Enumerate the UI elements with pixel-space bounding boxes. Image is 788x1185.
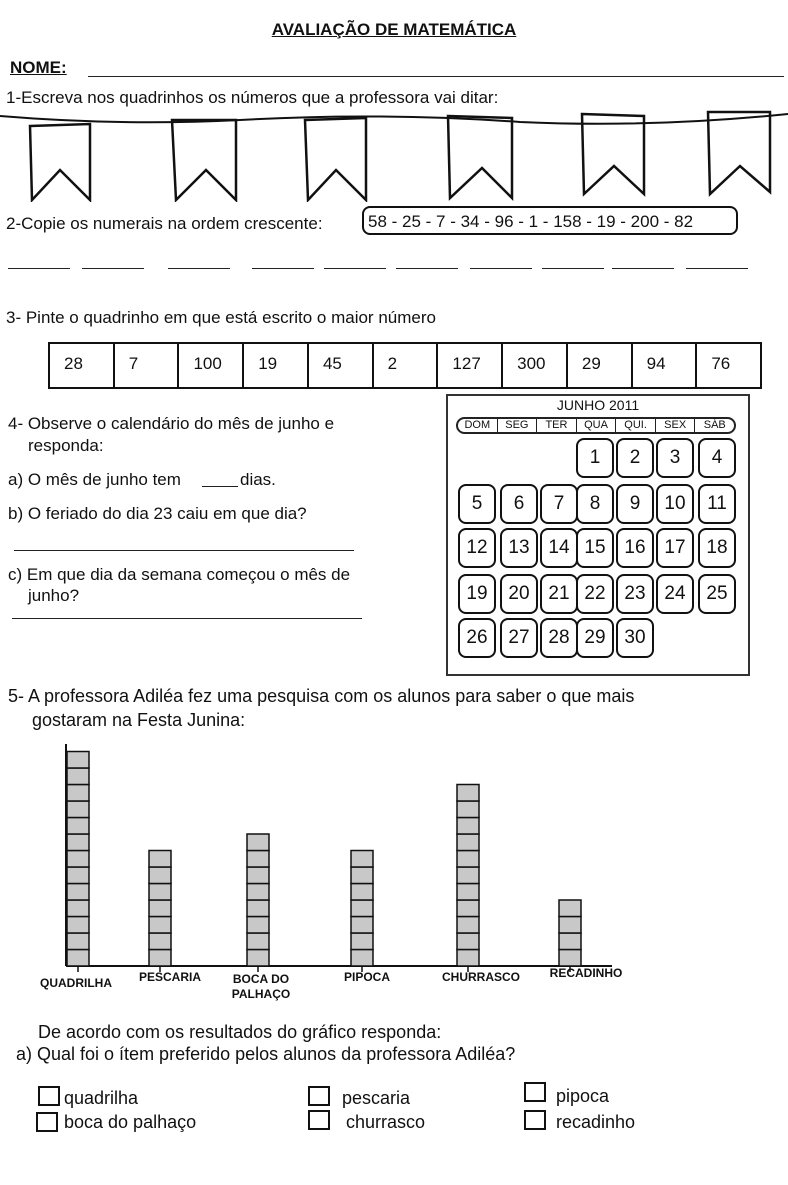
calendar-title: JUNHO 2011	[556, 397, 640, 413]
checkbox-churrasco[interactable]	[308, 1110, 330, 1130]
answer-line-4b[interactable]	[14, 550, 354, 551]
bar-chart	[0, 740, 788, 980]
bar-segment	[351, 851, 373, 868]
weekday-label: QUI.	[616, 419, 656, 432]
bar-segment	[247, 950, 269, 967]
number-box[interactable]: 300	[503, 344, 568, 387]
bar-segment	[67, 768, 89, 785]
calendar-day: 25	[698, 574, 736, 614]
calendar-day: 5	[458, 484, 496, 524]
answer-blank-q2[interactable]	[470, 268, 532, 269]
question-5: 5- A professora Adiléa fez uma pesquisa com os alunos para saber o que mais	[8, 686, 635, 706]
number-box[interactable]: 94	[633, 344, 698, 387]
answer-blank-4a[interactable]	[202, 486, 238, 487]
calendar-day: 30	[616, 618, 654, 658]
checkbox-pipoca[interactable]	[524, 1082, 546, 1102]
calendar-day: 26	[458, 618, 496, 658]
calendar-day: 13	[500, 528, 538, 568]
bar-segment	[247, 900, 269, 917]
calendar-day: 7	[540, 484, 578, 524]
bar-segment	[149, 900, 171, 917]
bar-segment	[457, 834, 479, 851]
calendar-day: 28	[540, 618, 578, 658]
question-4a: a) O mês de junho tem	[8, 470, 181, 489]
calendar-day: 20	[500, 574, 538, 614]
category-label: RECADINHO	[549, 966, 623, 980]
bar-segment	[351, 950, 373, 967]
answer-blank-q2[interactable]	[686, 268, 748, 269]
name-input-line[interactable]	[88, 76, 784, 77]
answer-blank-q2[interactable]	[612, 268, 674, 269]
flag-box-2	[172, 120, 236, 200]
flag-box-3	[305, 118, 366, 200]
flag-box-6	[708, 112, 770, 194]
bar-segment	[559, 933, 581, 950]
checkbox-boca-do-palhaco[interactable]	[36, 1112, 58, 1132]
bar-segment	[67, 900, 89, 917]
calendar-day: 29	[576, 618, 614, 658]
bar-segment	[457, 818, 479, 835]
option-recadinho: recadinho	[556, 1112, 636, 1132]
checkbox-recadinho[interactable]	[524, 1110, 546, 1130]
bar-segment	[351, 867, 373, 884]
bar-segment	[351, 933, 373, 950]
flag-box-5	[582, 114, 644, 194]
flag-box-1	[30, 124, 90, 200]
category-label: PIPOCA	[343, 970, 390, 984]
question-2: 2-Copie os numerais na ordem crescente:	[6, 214, 323, 233]
calendar-day: 2	[616, 438, 654, 478]
chart-question-intro: De acordo com os resultados do gráfico responda:	[38, 1022, 442, 1042]
bar-segment	[247, 933, 269, 950]
calendar-day: 9	[616, 484, 654, 524]
bar-segment	[559, 900, 581, 917]
weekday-label: TER	[537, 419, 577, 432]
flag-box-4	[448, 116, 512, 198]
bar-quadrilha	[67, 752, 89, 967]
answer-blank-q2[interactable]	[168, 268, 230, 269]
bar-churrasco	[457, 785, 479, 967]
bar-segment	[351, 884, 373, 901]
number-sequence-box: 58 - 25 - 7 - 34 - 96 - 1 - 158 - 19 - 200 - 82	[362, 206, 738, 235]
option-boca-do-palhaco: boca do palhaço	[64, 1112, 197, 1132]
bar-boca-do-palhaço	[247, 834, 269, 966]
chart-question-a: a) Qual foi o ítem preferido pelos alunos da professora Adiléa?	[16, 1044, 516, 1064]
bar-segment	[457, 933, 479, 950]
calendar-day: 17	[656, 528, 694, 568]
june-calendar	[446, 394, 750, 676]
bar-segment	[247, 917, 269, 934]
bar-segment	[67, 917, 89, 934]
question-1: 1-Escreva nos quadrinhos os números que a professora vai ditar:	[6, 88, 499, 107]
bar-segment	[149, 917, 171, 934]
bar-segment	[457, 884, 479, 901]
option-pescaria: pescaria	[342, 1088, 411, 1108]
weekday-label: DOM	[458, 419, 498, 432]
bar-segment	[457, 917, 479, 934]
bar-segment	[67, 933, 89, 950]
number-box[interactable]: 19	[244, 344, 309, 387]
checkbox-pescaria[interactable]	[308, 1086, 330, 1106]
question-3: 3- Pinte o quadrinho em que está escrito o maior número	[6, 308, 436, 327]
answer-line-4c[interactable]	[12, 618, 362, 619]
question-5-cont: gostaram na Festa Junina:	[32, 710, 246, 730]
calendar-day: 8	[576, 484, 614, 524]
number-box[interactable]: 76	[711, 354, 731, 373]
calendar-day: 11	[698, 484, 736, 524]
bar-segment	[67, 801, 89, 818]
number-box[interactable]: 127	[438, 344, 503, 387]
checkbox-quadrilha[interactable]	[38, 1086, 60, 1106]
bunting-flags	[0, 108, 788, 202]
bar-segment	[67, 834, 89, 851]
bar-segment	[351, 917, 373, 934]
bar-segment	[67, 785, 89, 802]
number-box[interactable]: 100	[179, 344, 244, 387]
bar-segment	[457, 867, 479, 884]
bar-segment	[247, 851, 269, 868]
bar-segment	[247, 834, 269, 851]
calendar-day: 6	[500, 484, 538, 524]
bar-segment	[559, 917, 581, 934]
calendar-day: 18	[698, 528, 736, 568]
bar-segment	[457, 851, 479, 868]
number-boxes	[48, 342, 762, 389]
option-pipoca: pipoca	[556, 1086, 610, 1106]
weekday-label: SÁB	[703, 419, 726, 431]
calendar-day: 24	[656, 574, 694, 614]
bar-recadinho	[559, 900, 581, 966]
category-label: PESCARIA	[138, 970, 201, 984]
bar-pipoca	[351, 851, 373, 967]
bar-segment	[457, 950, 479, 967]
bar-segment	[149, 851, 171, 868]
question-4c-cont: junho?	[28, 586, 80, 605]
answer-blank-q2[interactable]	[82, 268, 144, 269]
bar-segment	[67, 950, 89, 967]
number-box[interactable]: 45	[309, 344, 374, 387]
question-4c: c) Em que dia da semana começou o mês de	[8, 565, 351, 584]
category-label: BOCA DO PALHAÇO	[231, 972, 291, 1001]
calendar-day: 3	[656, 438, 694, 478]
calendar-day: 27	[500, 618, 538, 658]
question-4: 4- Observe o calendário do mês de junho e	[8, 414, 335, 433]
bar-segment	[149, 950, 171, 967]
calendar-day: 16	[616, 528, 654, 568]
bar-segment	[67, 818, 89, 835]
bar-pescaria	[149, 851, 171, 967]
bar-segment	[457, 785, 479, 802]
question-4a-suffix: dias.	[240, 470, 276, 489]
calendar-day: 19	[458, 574, 496, 614]
number-box[interactable]: 28	[50, 344, 115, 387]
bar-segment	[67, 884, 89, 901]
category-label: CHURRASCO	[442, 970, 520, 984]
weekday-label: QUA	[577, 419, 617, 432]
calendar-weekdays	[456, 417, 736, 434]
bar-segment	[67, 867, 89, 884]
bar-segment	[149, 884, 171, 901]
answer-blank-q2[interactable]	[252, 268, 314, 269]
page-title: AVALIAÇÃO DE MATEMÁTICA	[271, 20, 517, 39]
bar-segment	[457, 801, 479, 818]
question-4b: b) O feriado do dia 23 caiu em que dia?	[8, 504, 307, 523]
option-quadrilha: quadrilha	[64, 1088, 139, 1108]
bar-segment	[149, 933, 171, 950]
calendar-day: 21	[540, 574, 578, 614]
bar-segment	[149, 867, 171, 884]
calendar-day: 10	[656, 484, 694, 524]
bar-segment	[559, 950, 581, 967]
option-churrasco: churrasco	[346, 1112, 426, 1132]
calendar-day: 4	[698, 438, 736, 478]
answer-blank-q2[interactable]	[396, 268, 458, 269]
calendar-day: 12	[458, 528, 496, 568]
answer-blank-q2[interactable]	[324, 268, 386, 269]
bar-segment	[247, 884, 269, 901]
weekday-label: SEG	[498, 419, 538, 432]
calendar-day: 22	[576, 574, 614, 614]
number-box[interactable]: 2	[374, 344, 439, 387]
weekday-label: SEX	[656, 419, 696, 432]
name-label: NOME:	[10, 58, 67, 77]
number-box[interactable]: 7	[115, 344, 180, 387]
number-box[interactable]: 29	[568, 344, 633, 387]
answer-blank-q2[interactable]	[8, 268, 70, 269]
calendar-day: 23	[616, 574, 654, 614]
category-label: QUADRILHA	[40, 976, 112, 990]
bar-segment	[247, 867, 269, 884]
question-4-cont: responda:	[28, 436, 104, 455]
bar-segment	[457, 900, 479, 917]
bar-segment	[67, 851, 89, 868]
calendar-day: 14	[540, 528, 578, 568]
calendar-day: 1	[576, 438, 614, 478]
calendar-day: 15	[576, 528, 614, 568]
answer-blank-q2[interactable]	[542, 268, 604, 269]
bar-segment	[351, 900, 373, 917]
bar-segment	[67, 752, 89, 769]
